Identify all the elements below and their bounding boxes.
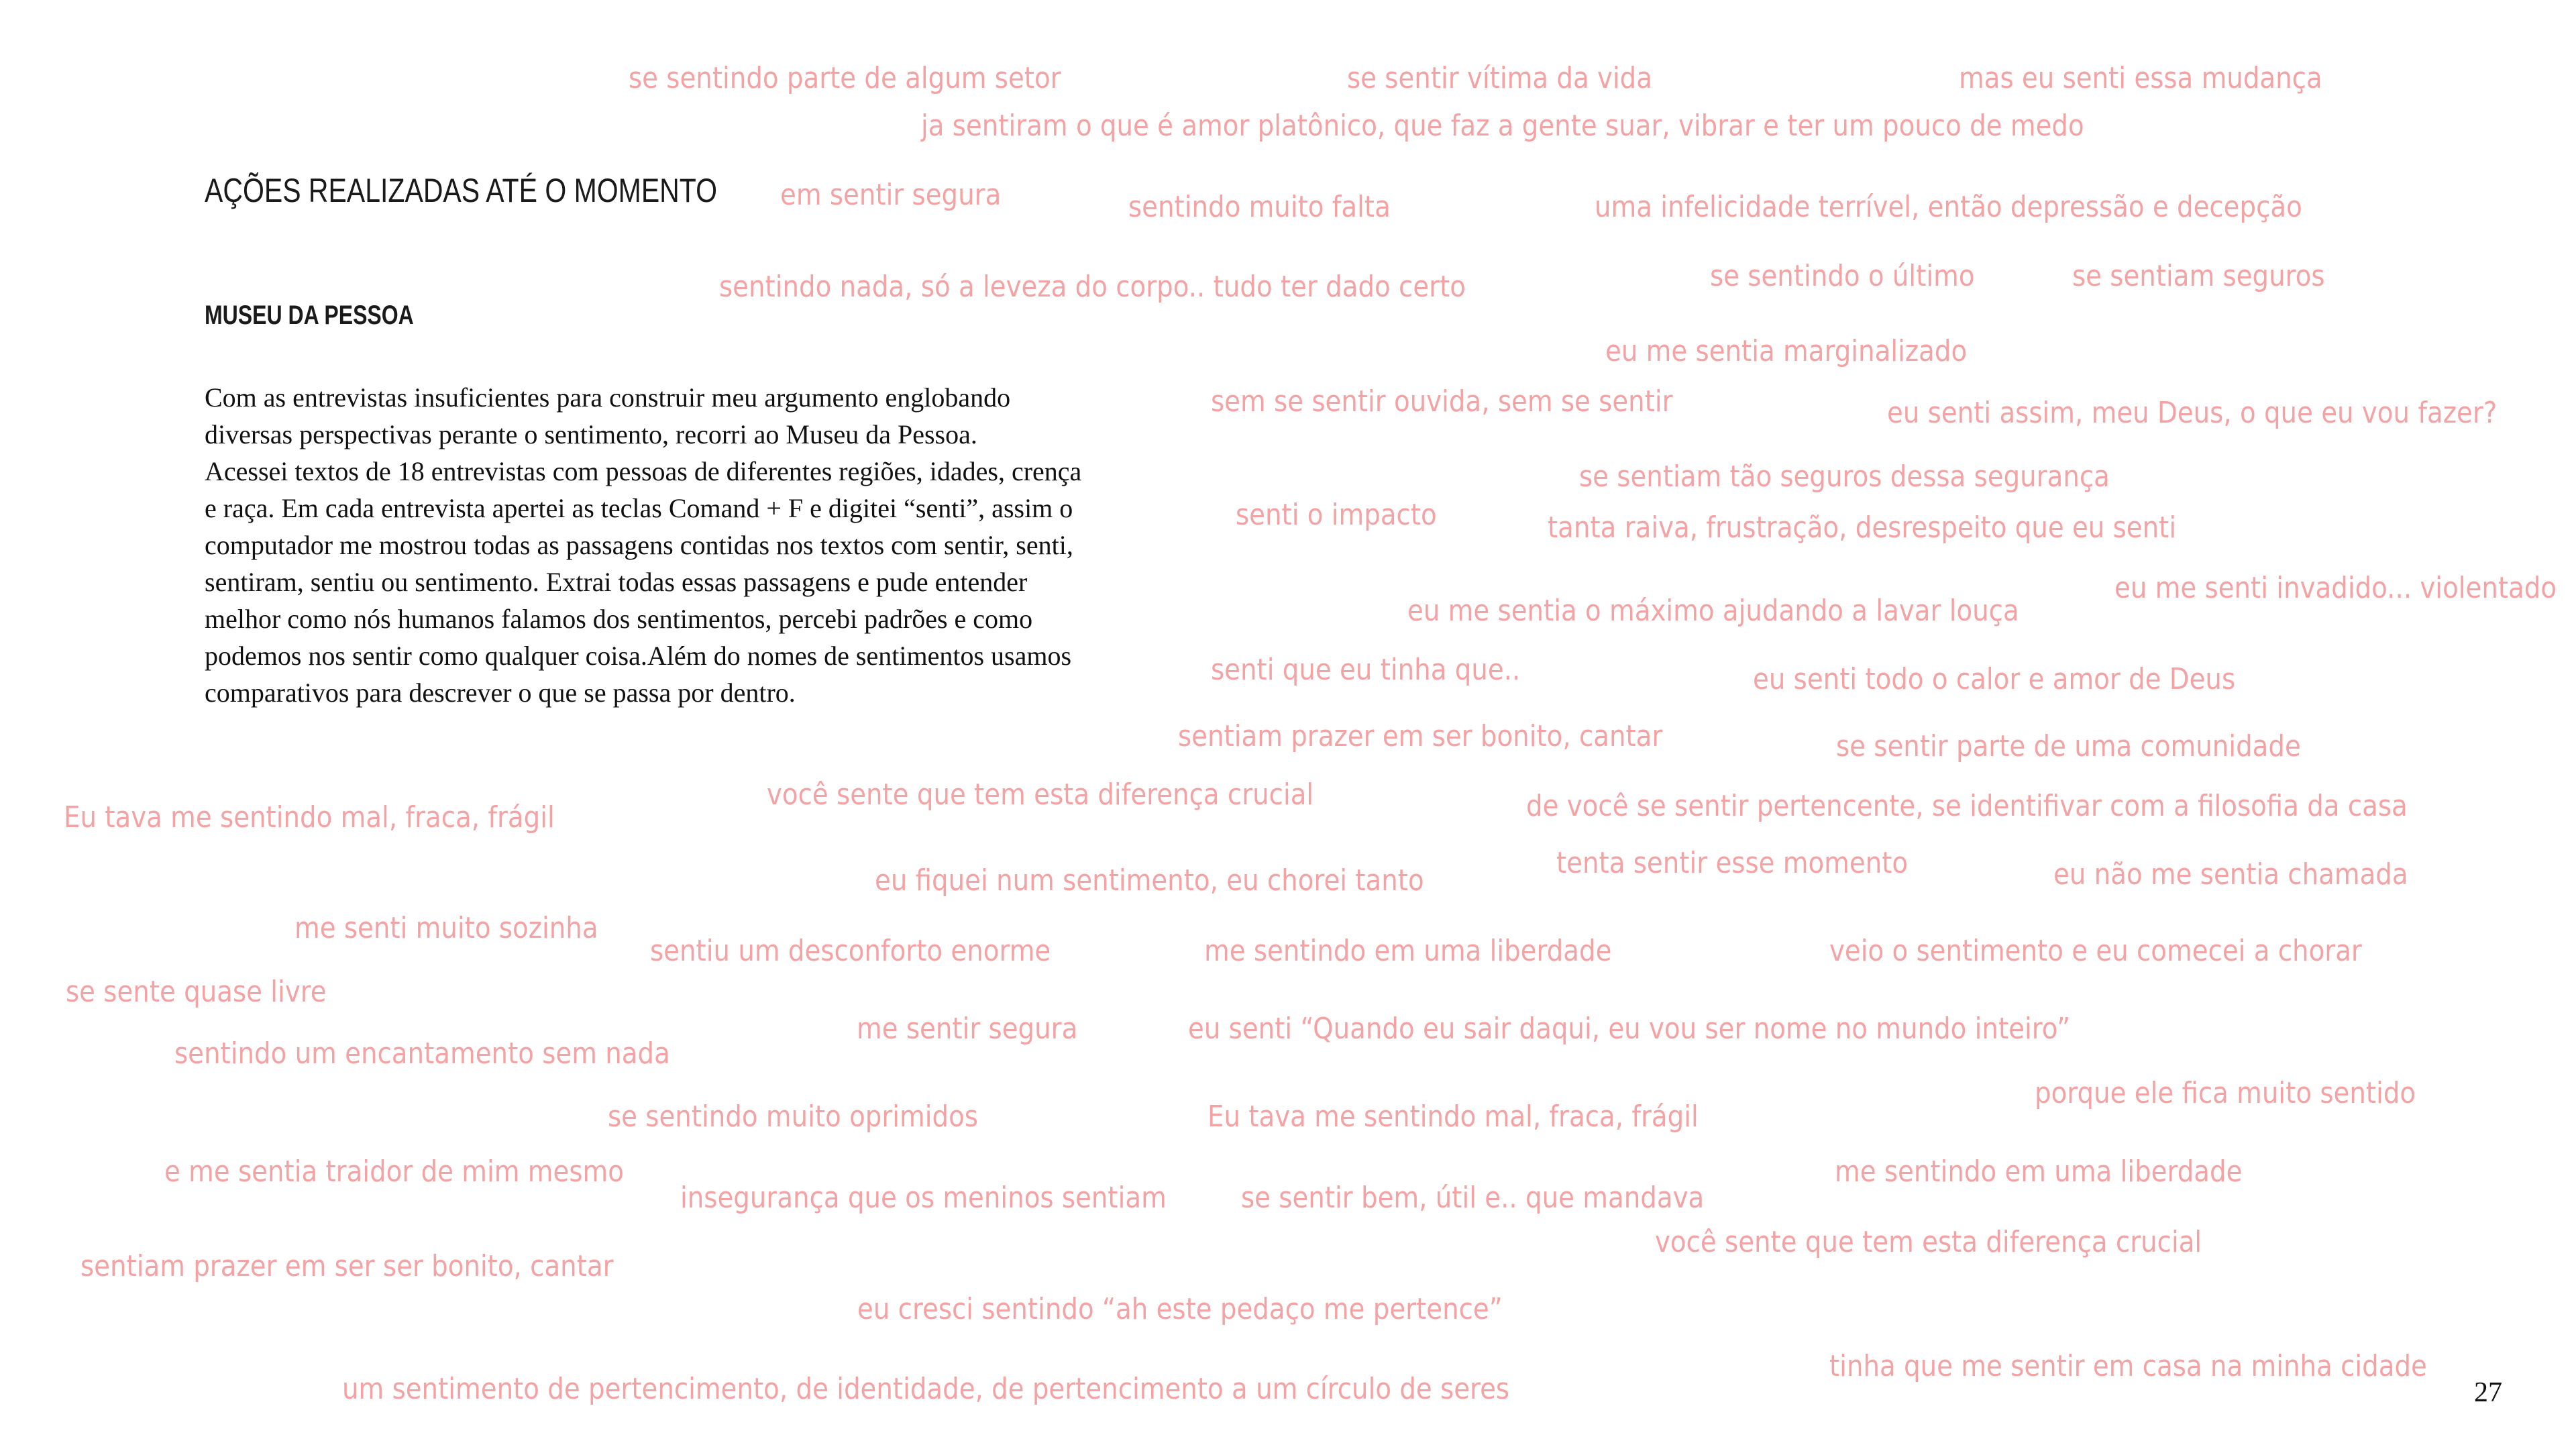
quote: se sentir vítima da vida: [1347, 61, 1652, 95]
quote: você sente que tem esta diferença crucial: [767, 777, 1314, 812]
quote: se sentiam tão seguros dessa segurança: [1579, 460, 2110, 494]
quote: insegurança que os meninos sentiam: [680, 1181, 1167, 1215]
body-line: sentiram, sentiu ou sentimento. Extrai todas essas passagens e pude entender: [205, 567, 1028, 597]
body-line: comparativos para descrever o que se passa por dentro.: [205, 678, 796, 708]
quote: eu senti “Quando eu sair daqui, eu vou ser nome no mundo inteiro”: [1188, 1012, 2071, 1046]
body-line: diversas perspectivas perante o sentimento, recorri ao Museu da Pessoa.: [205, 419, 977, 449]
quote: de você se sentir pertencente, se identifivar com a filosofia da casa: [1526, 789, 2408, 823]
body-line: podemos nos sentir como qualquer coisa.Além do nomes de sentimentos usamos: [205, 641, 1072, 671]
quote: Eu tava me sentindo mal, fraca, frágil: [64, 800, 555, 835]
quote: tenta sentir esse momento: [1556, 846, 1909, 880]
quote: mas eu senti essa mudança: [1959, 61, 2322, 95]
quote: sentindo nada, só a leveza do corpo.. tudo ter dado certo: [719, 270, 1466, 304]
body-line: Com as entrevistas insuficientes para construir meu argumento englobando: [205, 382, 1011, 413]
quote: sentindo um encantamento sem nada: [174, 1036, 670, 1071]
page-number: 27: [2474, 1377, 2502, 1408]
body-line: computador me mostrou todas as passagens contidas nos textos com sentir, senti,: [205, 530, 1073, 560]
quote: me senti muito sozinha: [294, 911, 598, 945]
quote: se sentindo muito oprimidos: [608, 1099, 978, 1134]
quote: se sentindo parte de algum setor: [629, 61, 1061, 95]
quote: se sentiam seguros: [2072, 259, 2325, 293]
quote: tanta raiva, frustração, desrespeito que eu senti: [1548, 511, 2177, 545]
quote: sentiam prazer em ser bonito, cantar: [1178, 719, 1663, 753]
quote: eu me sentia marginalizado: [1605, 334, 1968, 368]
quote: e me sentia traidor de mim mesmo: [164, 1155, 624, 1189]
quote: me sentindo em uma liberdade: [1204, 934, 1612, 968]
quote: me sentindo em uma liberdade: [1835, 1155, 2243, 1189]
quote: eu senti todo o calor e amor de Deus: [1753, 662, 2236, 696]
quote: eu senti assim, meu Deus, o que eu vou fazer?: [1887, 396, 2498, 430]
quote: me sentir segura: [857, 1012, 1078, 1046]
quote: se sentir parte de uma comunidade: [1836, 729, 2301, 763]
quote: veio o sentimento e eu comecei a chorar: [1829, 934, 2362, 968]
quote: eu não me sentia chamada: [2053, 857, 2408, 892]
quote: porque ele fica muito sentido: [2035, 1076, 2416, 1110]
quote: sentiam prazer em ser ser bonito, cantar: [80, 1249, 614, 1283]
quote: eu me sentia o máximo ajudando a lavar louça: [1407, 594, 2019, 628]
quote: senti que eu tinha que..: [1211, 653, 1521, 687]
body-line: melhor como nós humanos falamos dos sentimentos, percebi padrões e como: [205, 604, 1033, 634]
quote: você sente que tem esta diferença crucial: [1655, 1225, 2202, 1259]
quote: senti o impacto: [1236, 498, 1437, 532]
quote: em sentir segura: [780, 178, 1002, 212]
quote: eu fiquei num sentimento, eu chorei tanto: [875, 863, 1424, 898]
quote: sem se sentir ouvida, sem se sentir: [1211, 384, 1673, 419]
quote: uma infelicidade terrível, então depressão e decepção: [1595, 190, 2302, 224]
quote: se sente quase livre: [66, 975, 327, 1009]
quote: sentiu um desconforto enorme: [650, 934, 1051, 968]
subsection-heading: MUSEU DA PESSOA: [205, 301, 414, 330]
body-paragraph: [205, 379, 1144, 711]
quote: se sentir bem, útil e.. que mandava: [1241, 1181, 1705, 1215]
section-heading: AÇÕES REALIZADAS ATÉ O MOMENTO: [205, 172, 717, 209]
quote: eu me senti invadido... violentado: [2114, 571, 2557, 605]
quote: Eu tava me sentindo mal, fraca, frágil: [1208, 1099, 1699, 1134]
body-line: Acessei textos de 18 entrevistas com pessoas de diferentes regiões, idades, crença: [205, 456, 1082, 486]
quote: se sentindo o último: [1710, 259, 1975, 293]
quote: eu cresci sentindo “ah este pedaço me pertence”: [857, 1292, 1503, 1326]
quote: tinha que me sentir em casa na minha cidade: [1829, 1349, 2427, 1383]
quote: sentindo muito falta: [1128, 190, 1391, 224]
quote: um sentimento de pertencimento, de identidade, de pertencimento a um círculo de seres: [342, 1372, 1510, 1406]
body-line: e raça. Em cada entrevista apertei as teclas Comand + F e digitei “senti”, assim o: [205, 493, 1073, 523]
quote: ja sentiram o que é amor platônico, que faz a gente suar, vibrar e ter um pouco de medo: [921, 109, 2084, 143]
